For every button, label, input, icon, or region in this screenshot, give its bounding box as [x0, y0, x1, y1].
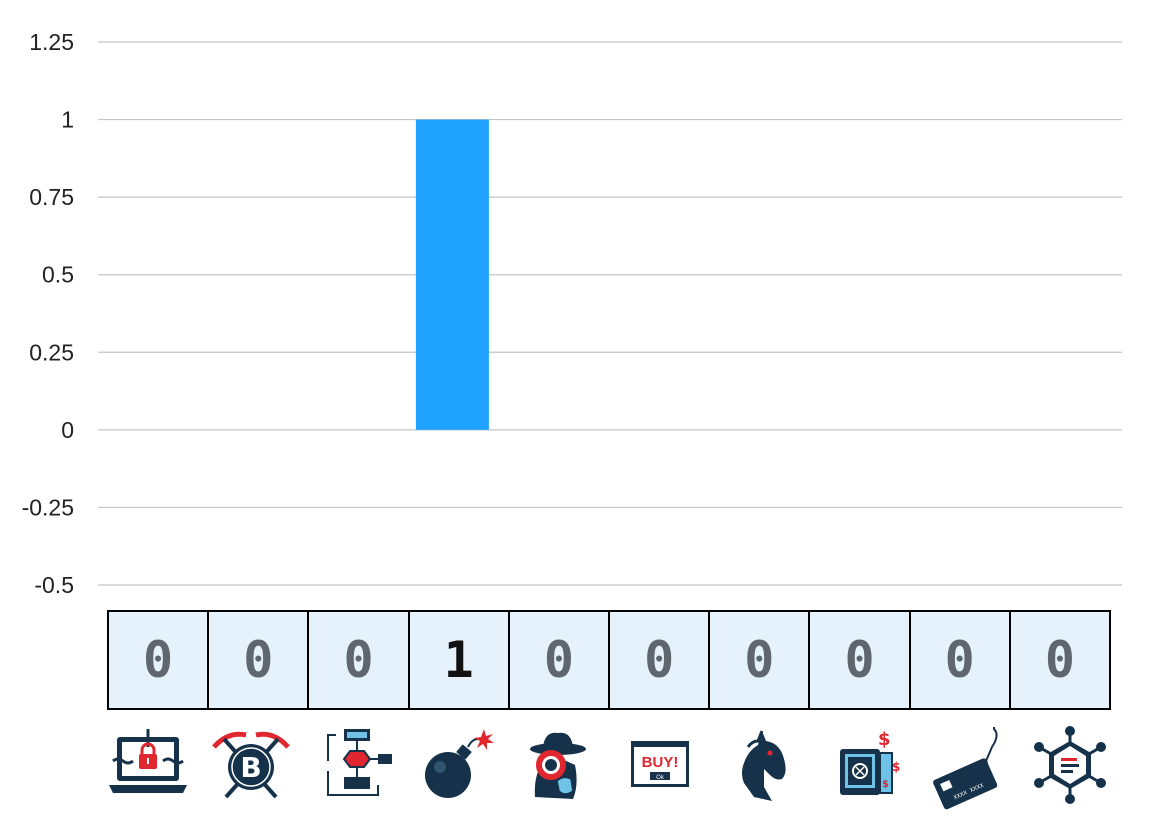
bomb-icon [410, 725, 500, 805]
svg-text:$: $ [878, 729, 891, 750]
category-adware [609, 722, 711, 808]
laptop-lock-icon [103, 725, 193, 805]
category-trojan [711, 722, 813, 808]
value-cell-bomb: 1 [410, 612, 510, 708]
value-cell-adware: 0 [610, 612, 710, 708]
category-spyware [507, 722, 609, 808]
bars [416, 120, 489, 430]
svg-text:$: $ [882, 779, 890, 790]
value-cell-backdoor: 0 [309, 612, 409, 708]
y-tick-label: 0.5 [42, 261, 74, 288]
svg-text:B: B [239, 751, 262, 784]
value-cell-botnet: 0 [1011, 612, 1109, 708]
flowchart-icon [308, 725, 398, 805]
y-tick-label: 0.25 [29, 339, 74, 366]
value-cell-phishing: 0 [911, 612, 1011, 708]
ok-text: Ok [656, 775, 665, 781]
spy-icon [513, 725, 603, 805]
bitcoin-miner-icon [206, 725, 296, 805]
hexagon-network-icon [1025, 725, 1115, 805]
grid-lines [98, 42, 1122, 585]
value-cell-ransomware: 0 [109, 612, 209, 708]
value-cell-trojan: 0 [710, 612, 810, 708]
category-ransomware [97, 722, 199, 808]
bar-bomb [416, 120, 489, 430]
y-axis-tick-labels [22, 29, 74, 598]
category-backdoor [302, 722, 404, 808]
value-cell-spyware: 0 [510, 612, 610, 708]
y-tick-label: 0.75 [29, 184, 74, 211]
safe-money-icon [820, 725, 910, 805]
card-number-text: XXXX XXXX [952, 781, 986, 802]
category-banker [814, 722, 916, 808]
buy-popup-icon [615, 725, 705, 805]
category-icon-row [97, 722, 1121, 808]
phishing-card-icon [922, 725, 1012, 805]
value-cell-cryptominer: 0 [209, 612, 309, 708]
horse-icon [718, 725, 808, 805]
y-tick-label: -0.25 [21, 494, 74, 521]
category-cryptominer [199, 722, 301, 808]
category-phishing [916, 722, 1018, 808]
value-cell-banker: 0 [810, 612, 910, 708]
y-tick-label: 0 [61, 416, 74, 443]
y-tick-label: 1 [61, 106, 74, 133]
svg-text:$: $ [892, 760, 901, 774]
y-tick-label: 1.25 [29, 29, 74, 55]
y-tick-label: -0.5 [34, 572, 74, 598]
buy-text: BUY! [641, 754, 679, 771]
category-botnet [1019, 722, 1121, 808]
value-row [107, 610, 1111, 710]
category-bomb [404, 722, 506, 808]
